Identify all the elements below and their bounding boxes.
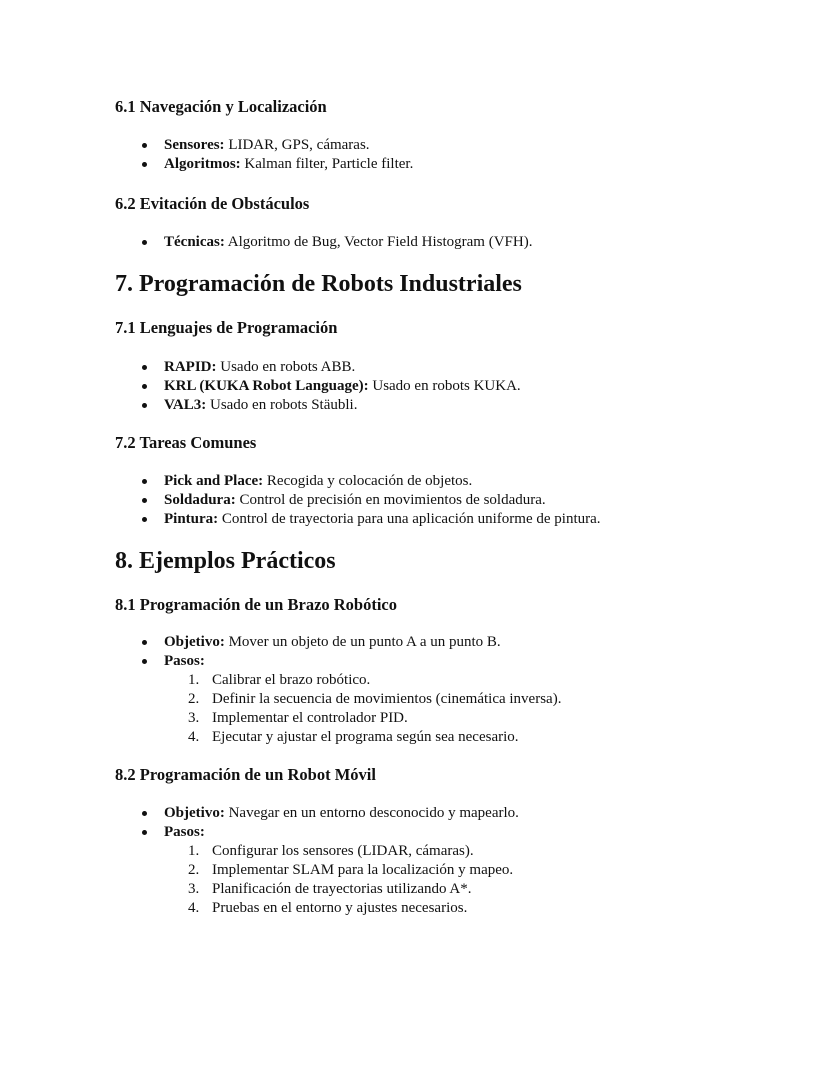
heading-7-2: 7.2 Tareas Comunes (115, 433, 257, 452)
list-item: Pasos: 1. Calibrar el brazo robótico. 2. Definir la secuencia de movimientos (cinemática inversa). 3. Implementar el controlador PID. 4. Ejecutar y ajustar el programa según sea necesario. (140, 652, 561, 747)
steps-list-8-2 (164, 842, 519, 918)
step-item: 4. Ejecutar y ajustar el programa según sea necesario. (188, 729, 519, 745)
list-item: Sensores: LIDAR, GPS, cámaras. (140, 136, 413, 155)
bullet-list-8-2 (140, 804, 519, 918)
heading-8-2: 8.2 Programación de un Robot Móvil (115, 765, 376, 784)
list-item: Pintura: Control de trayectoria para una aplicación uniforme de pintura. (140, 510, 601, 529)
heading-6-1: 6.1 Navegación y Localización (115, 97, 327, 116)
bullet-list-7-1 (140, 358, 521, 415)
step-item: 1. Configurar los sensores (LIDAR, cámaras). (188, 843, 474, 859)
list-item: Técnicas: Algoritmo de Bug, Vector Field Histogram (VFH). (140, 233, 532, 252)
step-item: 3. Implementar el controlador PID. (188, 710, 408, 726)
bullet-list-6-1 (140, 136, 413, 174)
step-item: 2. Implementar SLAM para la localización y mapeo. (188, 862, 514, 878)
list-item: KRL (KUKA Robot Language): Usado en robots KUKA. (140, 377, 521, 396)
heading-6-2: 6.2 Evitación de Obstáculos (115, 194, 310, 213)
bullet-list-8-1 (140, 633, 561, 747)
step-item: 3. Planificación de trayectorias utilizando A*. (188, 881, 472, 897)
list-item: Algoritmos: Kalman filter, Particle filter. (140, 155, 413, 174)
list-item: Objetivo: Mover un objeto de un punto A a un punto B. (140, 633, 561, 652)
list-item: Pick and Place: Recogida y colocación de objetos. (140, 472, 601, 491)
heading-8: 8. Ejemplos Prácticos (115, 548, 336, 574)
list-item: Pasos: 1. Configurar los sensores (LIDAR, cámaras). 2. Implementar SLAM para la localización y mapeo. 3. Planificación de trayectorias utilizando A*. 4. Pruebas en el entorno y ajustes necesarios. (140, 823, 519, 918)
steps-list-8-1 (164, 671, 561, 747)
list-item: Soldadura: Control de precisión en movimientos de soldadura. (140, 491, 601, 510)
step-item: 2. Definir la secuencia de movimientos (cinemática inversa). (188, 691, 562, 707)
heading-8-1: 8.1 Programación de un Brazo Robótico (115, 595, 398, 614)
heading-7: 7. Programación de Robots Industriales (115, 271, 522, 297)
step-item: 4. Pruebas en el entorno y ajustes necesarios. (188, 900, 468, 916)
heading-7-1: 7.1 Lenguajes de Programación (115, 318, 338, 337)
step-item: 1. Calibrar el brazo robótico. (188, 672, 371, 688)
list-item: VAL3: Usado en robots Stäubli. (140, 396, 521, 415)
bullet-list-7-2 (140, 472, 601, 529)
list-item: Objetivo: Navegar en un entorno desconocido y mapearlo. (140, 804, 519, 823)
bullet-list-6-2 (140, 233, 532, 252)
list-item: RAPID: Usado en robots ABB. (140, 358, 521, 377)
